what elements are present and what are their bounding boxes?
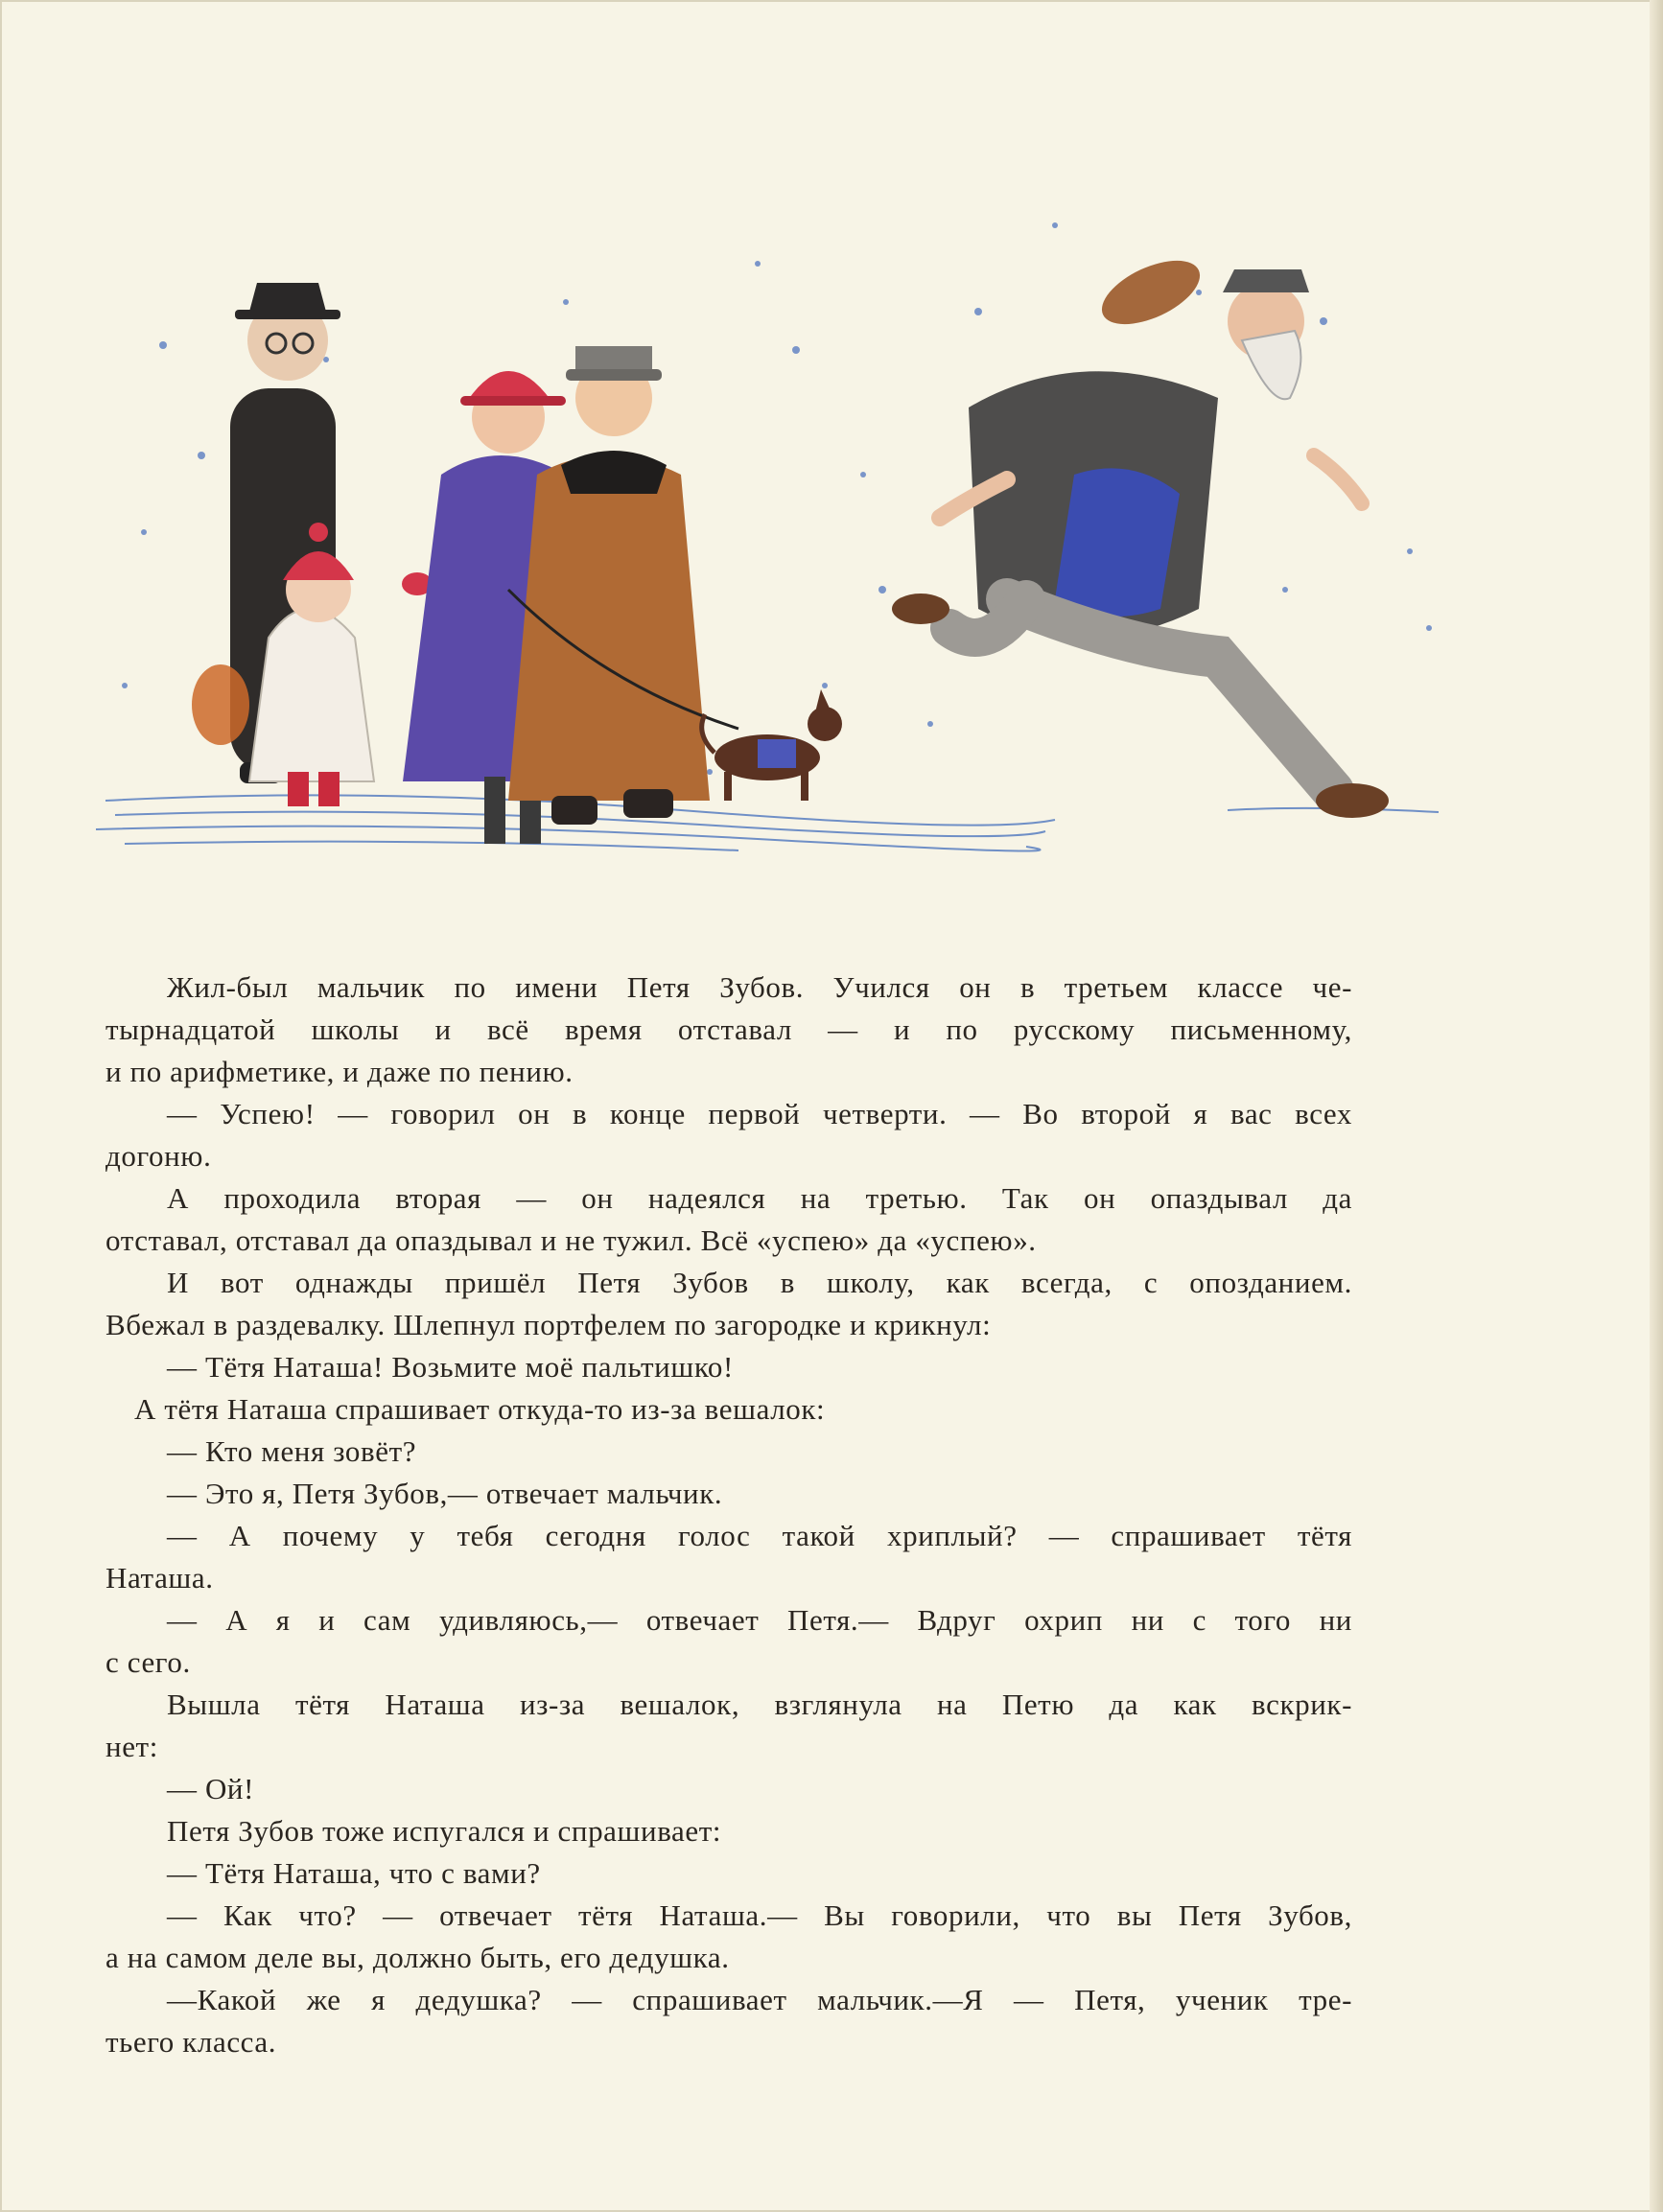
text-line: — Тётя Наташа! Возьмите моё пальтишко! [167, 1350, 734, 1384]
text-line: А тётя Наташа спрашивает откуда-то из-за вешалок: [134, 1392, 826, 1426]
text-line: — Тётя Наташа, что с вами? [167, 1856, 541, 1890]
text-line: — Ой! [167, 1772, 255, 1805]
text-line: — Это я, Петя Зубов,— отвечает мальчик. [167, 1477, 723, 1510]
text-line: — А я и сам удивляюсь,— отвечает Петя.— Вдруг охрип ни с того ни [167, 1603, 1352, 1637]
text-line: А проходила вторая — он надеялся на третью. Так он опаздывал да [167, 1181, 1352, 1215]
text-line: Петя Зубов тоже испугался и спрашивает: [167, 1814, 722, 1848]
text-line: а на самом деле вы, должно быть, его дедушка. [105, 1941, 730, 1974]
text-line: И вот однажды пришёл Петя Зубов в школу, как всегда, с опозданием. [167, 1266, 1352, 1299]
text-line: — Как что? — отвечает тётя Наташа.— Вы говорили, что вы Петя Зубов, [167, 1898, 1352, 1932]
text-line: с сего. [105, 1645, 191, 1679]
text-line: отставал, отставал да опаздывал и не тужил. Всё «успею» да «успею». [105, 1223, 1037, 1257]
text-line: Наташа. [105, 1561, 214, 1595]
text-line: — Успею! — говорил он в конце первой четверти. — Во второй я вас всех [167, 1097, 1352, 1130]
text-line: — Кто меня зовёт? [167, 1434, 417, 1468]
text-line: и по арифметике, и даже по пению. [105, 1055, 574, 1088]
text-line: — А почему у тебя сегодня голос такой хриплый? — спрашивает тётя [167, 1519, 1352, 1552]
street-scene-illustration [86, 187, 1448, 877]
text-line: тьего класса. [105, 2025, 277, 2059]
text-line: нет: [105, 1730, 158, 1763]
text-line: Вышла тётя Наташа из-за вешалок, взглянула на Петю да как вскрик- [167, 1688, 1352, 1721]
text-line: —Какой же я дедушка? — спрашивает мальчик.—Я — Петя, ученик тре- [167, 1983, 1352, 2016]
text-line: Жил-был мальчик по имени Петя Зубов. Учился он в третьем классе че- [167, 970, 1352, 1004]
text-line: тырнадцатой школы и всё время отставал — и по русскому письменному, [105, 1013, 1352, 1046]
text-line: Вбежал в раздевалку. Шлепнул портфелем по загородке и крикнул: [105, 1308, 992, 1341]
running-old-man-with-beard [892, 247, 1389, 818]
small-dog-on-leash [702, 689, 842, 801]
text-line: догоню. [105, 1139, 212, 1173]
story-text [105, 966, 1352, 2063]
